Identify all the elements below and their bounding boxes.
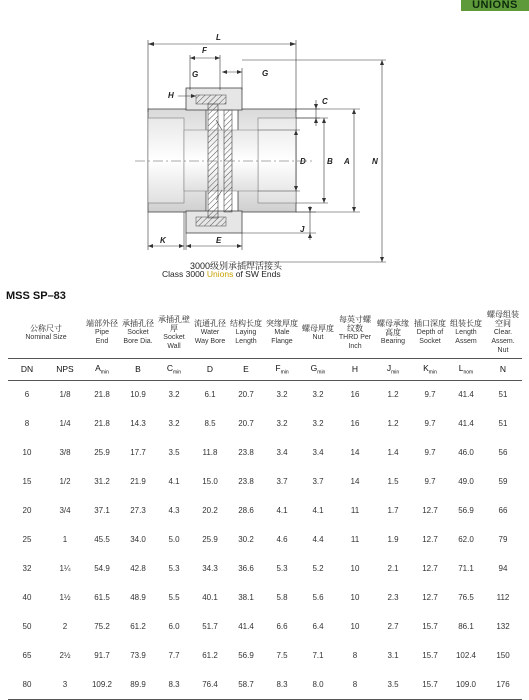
table-cell: 20.7 bbox=[238, 390, 254, 400]
symbol-e: E bbox=[228, 358, 264, 380]
table-cell: 8.0 bbox=[300, 670, 336, 699]
table-cell: 25.9 bbox=[202, 535, 218, 544]
table-cell: 10.9 bbox=[130, 390, 146, 400]
table-cell: 2½ bbox=[59, 651, 71, 660]
table-cell: 4.1 bbox=[312, 506, 324, 515]
table-cell: 89.9 bbox=[120, 670, 156, 699]
column-header-e: 结构长度 Laying Length bbox=[230, 319, 262, 346]
table-cell: 8 bbox=[24, 419, 30, 428]
table-cell: 3.2 bbox=[168, 419, 180, 428]
dim-b: B bbox=[327, 157, 333, 166]
table-cell: 1.4 bbox=[387, 448, 399, 457]
column-header-c: 承插孔壁厚 Socket Wall bbox=[158, 314, 190, 350]
symbol-g: $G_{min}$ bbox=[300, 358, 336, 380]
table-cell: 76.4 bbox=[192, 670, 228, 699]
table-cell: 40 bbox=[22, 593, 32, 602]
table-cell: 73.9 bbox=[130, 651, 146, 660]
table-cell: 21.8 bbox=[94, 390, 110, 400]
table-cell: 76.5 bbox=[458, 593, 474, 602]
table-cell: 51 bbox=[498, 419, 508, 428]
table-cell: 56.9 bbox=[238, 651, 254, 660]
table-cell: 3.5 bbox=[374, 670, 412, 699]
dim-g-top: G bbox=[192, 70, 199, 79]
table-cell: 23.8 bbox=[238, 448, 254, 457]
column-header-a: 端部外径 Pipe End bbox=[86, 319, 118, 346]
column-header-h: 每英寸螺纹数 THRD Per Inch bbox=[338, 314, 372, 350]
table-cell: 38.1 bbox=[238, 593, 254, 602]
table-cell: 8.5 bbox=[204, 419, 216, 428]
table-cell: 12.7 bbox=[422, 506, 438, 515]
table-row bbox=[8, 409, 522, 438]
table-cell: 15.7 bbox=[412, 670, 448, 699]
symbol-l: $L_{nom}$ bbox=[448, 358, 484, 380]
column-header-j: 螺母承缘高度 Bearing bbox=[377, 319, 409, 346]
table-cell: 5.0 bbox=[168, 535, 180, 544]
table-cell: 11 bbox=[350, 506, 360, 515]
dim-c: C bbox=[322, 97, 328, 106]
table-cell: 4.4 bbox=[312, 535, 324, 544]
table-cell: 5.3 bbox=[168, 564, 180, 573]
table-cell: 86.1 bbox=[458, 622, 474, 631]
table-cell: 1.2 bbox=[387, 419, 399, 428]
table-cell: 25.9 bbox=[94, 448, 110, 457]
table-cell: 7.7 bbox=[168, 651, 180, 660]
table-cell: 15 bbox=[22, 477, 32, 486]
table-cell: 34.3 bbox=[202, 564, 218, 573]
table-cell: 14 bbox=[350, 448, 360, 457]
dn-header: DN bbox=[8, 358, 46, 380]
table-cell: 20.7 bbox=[238, 419, 254, 428]
table-cell: 11 bbox=[350, 535, 360, 544]
table-cell: 5.8 bbox=[276, 593, 288, 602]
symbol-row bbox=[8, 358, 522, 380]
table-cell: 1/4 bbox=[59, 419, 71, 428]
table-cell: 1/8 bbox=[59, 390, 71, 400]
column-header-k: 插口深度 Depth of Socket bbox=[414, 319, 446, 346]
table-cell: 3 bbox=[46, 670, 84, 699]
table-cell: 7.5 bbox=[276, 651, 288, 660]
table-cell: 3.2 bbox=[276, 390, 288, 400]
table-cell: 16 bbox=[350, 390, 360, 400]
table-cell: 10 bbox=[350, 593, 360, 602]
table-cell: 1½ bbox=[59, 593, 71, 602]
table-row bbox=[8, 380, 522, 409]
table-cell: 6 bbox=[24, 390, 30, 400]
table-cell: 27.3 bbox=[130, 506, 146, 515]
table-row bbox=[8, 496, 522, 525]
table-cell: 8 bbox=[336, 670, 374, 699]
table-cell: 3.4 bbox=[312, 448, 324, 457]
table-cell: 4.3 bbox=[168, 506, 180, 515]
symbol-b: B bbox=[120, 358, 156, 380]
table-cell: 1¼ bbox=[59, 564, 71, 573]
table-row bbox=[8, 583, 522, 612]
table-cell: 17.7 bbox=[130, 448, 146, 457]
symbol-c: $C_{min}$ bbox=[156, 358, 192, 380]
table-cell: 14 bbox=[350, 477, 360, 486]
dim-j: J bbox=[300, 225, 305, 234]
dim-f: F bbox=[202, 46, 207, 55]
table-cell: 1.2 bbox=[387, 390, 399, 400]
table-cell: 12.7 bbox=[422, 535, 438, 544]
table-cell: 6.1 bbox=[204, 390, 216, 400]
table-cell: 66 bbox=[498, 506, 508, 515]
table-cell: 75.2 bbox=[94, 622, 110, 631]
table-cell: 3/8 bbox=[59, 448, 71, 457]
table-cell: 3.7 bbox=[312, 477, 324, 486]
table-cell: 150 bbox=[496, 651, 510, 660]
column-header-n: 螺母组装空间 Clear. Assem. Nut bbox=[487, 310, 519, 355]
table-cell: 5.3 bbox=[276, 564, 288, 573]
nps-header: NPS bbox=[46, 358, 84, 380]
table-cell: 176 bbox=[484, 670, 522, 699]
table-cell: 3.1 bbox=[387, 651, 399, 660]
table-cell: 2.7 bbox=[387, 622, 399, 631]
table-cell: 2.1 bbox=[387, 564, 399, 573]
table-cell: 6.6 bbox=[276, 622, 288, 631]
table-cell: 94 bbox=[498, 564, 508, 573]
table-cell: 51.7 bbox=[202, 622, 218, 631]
table-cell: 4.1 bbox=[276, 506, 288, 515]
table-cell: 80 bbox=[8, 670, 46, 699]
table-cell: 2.3 bbox=[387, 593, 399, 602]
table-cell: 20.2 bbox=[202, 506, 218, 515]
section-tag: UNIONS bbox=[461, 0, 529, 11]
table-cell: 12.7 bbox=[422, 564, 438, 573]
table-cell: 79 bbox=[498, 535, 508, 544]
union-drawing bbox=[0, 0, 529, 280]
table-cell: 132 bbox=[496, 622, 510, 631]
table-cell: 20 bbox=[22, 506, 32, 515]
table-cell: 41.4 bbox=[458, 419, 474, 428]
table-cell: 1/2 bbox=[59, 477, 71, 486]
table-cell: 62.0 bbox=[458, 535, 474, 544]
table-cell: 8 bbox=[352, 651, 358, 660]
table-cell: 49.0 bbox=[458, 477, 474, 486]
table-cell: 10 bbox=[350, 564, 360, 573]
table-cell: 61.2 bbox=[130, 622, 146, 631]
table-row bbox=[8, 641, 522, 670]
table-cell: 9.7 bbox=[424, 477, 436, 486]
table-cell: 9.7 bbox=[424, 448, 436, 457]
symbol-j: $J_{min}$ bbox=[374, 358, 412, 380]
table-cell: 4.6 bbox=[276, 535, 288, 544]
header-row bbox=[8, 308, 522, 358]
symbol-h: H bbox=[336, 358, 374, 380]
union-cross-section bbox=[0, 0, 529, 280]
table-cell: 1.7 bbox=[387, 506, 399, 515]
table-cell: 109.2 bbox=[84, 670, 120, 699]
table-cell: 3/4 bbox=[59, 506, 71, 515]
table-cell: 41.4 bbox=[238, 622, 254, 631]
table-cell: 2 bbox=[62, 622, 68, 631]
table-cell: 45.5 bbox=[94, 535, 110, 544]
table-cell: 5.5 bbox=[168, 593, 180, 602]
table-cell: 3.2 bbox=[312, 419, 324, 428]
table-cell: 36.6 bbox=[238, 564, 254, 573]
dim-g: G bbox=[262, 69, 269, 78]
table-cell: 16 bbox=[350, 419, 360, 428]
table-cell: 7.1 bbox=[312, 651, 324, 660]
symbol-a: $A_{min}$ bbox=[84, 358, 120, 380]
table-row bbox=[8, 438, 522, 467]
table-row bbox=[8, 525, 522, 554]
table-cell: 1.9 bbox=[387, 535, 399, 544]
caption-chinese: 3000级别承插焊活接头 bbox=[190, 261, 283, 271]
table-cell: 41.4 bbox=[458, 390, 474, 400]
table-cell: 3.7 bbox=[276, 477, 288, 486]
table-cell: 65 bbox=[22, 651, 32, 660]
table-cell: 56.9 bbox=[458, 506, 474, 515]
dim-h: H bbox=[168, 91, 174, 100]
table-cell: 109.0 bbox=[448, 670, 484, 699]
table-cell: 34.0 bbox=[130, 535, 146, 544]
table-cell: 56 bbox=[498, 448, 508, 457]
table-cell: 91.7 bbox=[94, 651, 110, 660]
caption-english: Class 3000 Unions of SW Ends bbox=[162, 269, 281, 279]
table-cell: 15.7 bbox=[422, 622, 438, 631]
table-row bbox=[8, 670, 522, 699]
dim-d: D bbox=[300, 157, 306, 166]
caption-highlight: Unions bbox=[206, 269, 234, 279]
dim-a: A bbox=[344, 157, 350, 166]
table-cell: 3.2 bbox=[312, 390, 324, 400]
dimension-table bbox=[8, 308, 522, 700]
table-cell: 112 bbox=[496, 593, 510, 602]
table-cell: 8.3 bbox=[156, 670, 192, 699]
table-cell: 102.4 bbox=[455, 651, 477, 660]
table-cell: 14.3 bbox=[130, 419, 146, 428]
table-cell: 11.8 bbox=[202, 448, 218, 457]
table-cell: 21.9 bbox=[130, 477, 146, 486]
table-cell: 3.2 bbox=[168, 390, 180, 400]
table-cell: 4.1 bbox=[168, 477, 180, 486]
table-cell: 15.0 bbox=[202, 477, 218, 486]
table-cell: 32 bbox=[22, 564, 32, 573]
table-cell: 48.9 bbox=[130, 593, 146, 602]
table-cell: 6.4 bbox=[312, 622, 324, 631]
table-cell: 61.2 bbox=[202, 651, 218, 660]
column-header-l: 组装长度 Length Assem bbox=[450, 319, 482, 346]
table-row bbox=[8, 554, 522, 583]
table-cell: 23.8 bbox=[238, 477, 254, 486]
dim-n: N bbox=[372, 157, 378, 166]
table-cell: 59 bbox=[498, 477, 508, 486]
table-cell: 10 bbox=[350, 622, 360, 631]
table-cell: 58.7 bbox=[228, 670, 264, 699]
symbol-k: $K_{min}$ bbox=[412, 358, 448, 380]
table-cell: 37.1 bbox=[94, 506, 110, 515]
table-body bbox=[8, 380, 522, 699]
table-cell: 51 bbox=[498, 390, 508, 400]
table-row bbox=[8, 467, 522, 496]
table-cell: 12.7 bbox=[422, 593, 438, 602]
table-cell: 50 bbox=[22, 622, 32, 631]
table-cell: 3.4 bbox=[276, 448, 288, 457]
table-cell: 9.7 bbox=[424, 419, 436, 428]
table-cell: 10 bbox=[22, 448, 32, 457]
column-header-d: 流通孔径 Water Way Bore bbox=[194, 319, 226, 346]
nominal-size-header: 公称尺寸 Nominal Size bbox=[25, 323, 67, 341]
table-cell: 3.2 bbox=[276, 419, 288, 428]
table-cell: 3.5 bbox=[168, 448, 180, 457]
table-cell: 40.1 bbox=[202, 593, 218, 602]
column-header-b: 承插孔径 Socket Bore Dia. bbox=[122, 319, 154, 346]
table-cell: 5.6 bbox=[312, 593, 324, 602]
table-cell: 25 bbox=[22, 535, 32, 544]
dim-e: E bbox=[216, 236, 222, 245]
symbol-d: D bbox=[192, 358, 228, 380]
table-cell: 6.0 bbox=[168, 622, 180, 631]
table-cell: 42.8 bbox=[130, 564, 146, 573]
dim-k: K bbox=[160, 236, 166, 245]
table-cell: 61.5 bbox=[94, 593, 110, 602]
table-cell: 9.7 bbox=[424, 390, 436, 400]
symbol-f: $F_{min}$ bbox=[264, 358, 300, 380]
standard-title: MSS SP–83 bbox=[6, 290, 66, 302]
table-cell: 30.2 bbox=[238, 535, 254, 544]
dim-l: L bbox=[216, 33, 221, 42]
table-cell: 54.9 bbox=[94, 564, 110, 573]
table-cell: 15.7 bbox=[422, 651, 438, 660]
table-cell: 8.3 bbox=[264, 670, 300, 699]
column-header-g: 螺母厚度 Nut bbox=[302, 323, 334, 341]
table-cell: 1.5 bbox=[387, 477, 399, 486]
table-row bbox=[8, 612, 522, 641]
table-cell: 31.2 bbox=[94, 477, 110, 486]
table-cell: 28.6 bbox=[238, 506, 254, 515]
symbol-n: N bbox=[484, 358, 522, 380]
table-cell: 21.8 bbox=[94, 419, 110, 428]
table-cell: 1 bbox=[62, 535, 68, 544]
table-cell: 46.0 bbox=[458, 448, 474, 457]
table-cell: 71.1 bbox=[458, 564, 474, 573]
table-cell: 5.2 bbox=[312, 564, 324, 573]
column-header-f: 突缘厚度 Male Flange bbox=[266, 319, 298, 346]
